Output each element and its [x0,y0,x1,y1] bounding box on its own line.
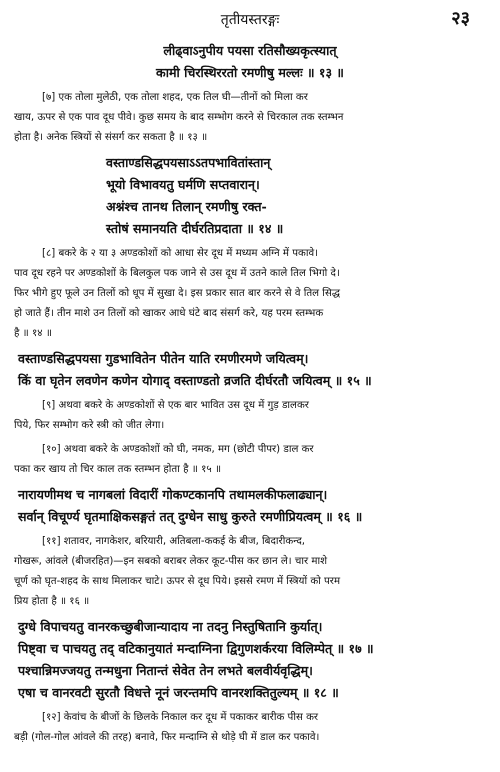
verse-line: पिष्ट्वा च पाचयतु तद् वटिकानुयातं मन्दाग्निना द्विगुणशर्करया विलिम्पेत् ॥ १७ ॥ [18,641,374,656]
verse-block [14,484,486,528]
paragraph-line: गोखरू, आंवले (बीजरहित)—इन सबको बराबर लेकर कूट-पीस कर छान ले। चार माशे [14,556,328,567]
verse-block [14,348,486,392]
commentary-paragraph [14,440,486,480]
paragraph-line: फिर भीगे हुए फूले उन तिलों को धूप में सुखा दे। इस प्रकार सात बार करने से वे तिल सिद्ध [14,288,340,299]
paragraph-line: [१२] केवांच के बीजों के छिलके निकाल कर दूध में पकाकर बारीक पीस कर [42,712,319,723]
verse-line: लीढ्वाऽनुपीय पयसा रतिसौख्यकृत्स्यात् [163,43,337,58]
page-number: २३ [451,8,470,29]
paragraph-line: [८] बकरे के २ या ३ अण्डकोशों को आधा सेर दूध में मध्यम अग्नि में पकावे। [42,248,319,259]
paragraph-line: होता है। अनेक स्त्रियों से संसर्ग कर सकता है ॥ १३ ॥ [14,132,208,143]
page-header [0,6,500,32]
verse-line: भूयो विभावयतु घर्मणि सप्तवारान्। [106,177,260,192]
paragraph-line: चूर्ण को घृत-शहद के साथ मिलाकर चाटे। ऊपर से दूध पिये। इससे रमण में स्त्रियों को परम [14,576,341,587]
paragraph-line: [९] अथवा बकरे के अण्डकोशों से एक बार भावित उस दूध में गुड़ डालकर [42,400,309,411]
paragraph-line: पका कर खाय तो चिर काल तक स्तम्भन होता है ॥ १५ ॥ [14,464,222,475]
commentary-paragraph [14,708,486,748]
paragraph-line: हो जाते हैं। तीन माशे उन तिलों को खाकर आधे घंटे बाद संसर्ग करे, यह परम स्तम्भक [14,308,324,319]
verse-line: दुग्धे विपाचयतु वानरकच्छुबीजान्यादाय ना तदनु निस्तुषितानि कुर्यात्। [18,619,323,634]
commentary-paragraph [14,88,486,148]
paragraph-line: पाव दूध रहने पर अण्डकोशों के बिलकुल पक जाने से उस दूध में उतने काले तिल भिगो दे। [14,268,340,279]
verse-line: वस्ताण्डसिद्धपयसा गुडभावितेन पीतेन याति रमणीरमणे जयित्वम्। [18,351,309,366]
paragraph-line: प्रिय होता है ॥ १६ ॥ [14,596,90,607]
commentary-paragraph [14,396,486,436]
verse-line: सर्वान् विचूर्ण्य घृतमाक्षिकसङ्गतं तत् दुग्धेन साधु कुरुते रमणीप्रियत्वम् ॥ १६ ॥ [18,509,363,524]
verse-line: नारायणीमथ च नागबलां विदारीं गोकण्टकानपि तथामलकीफलाढ्यान्। [18,487,328,502]
paragraph-line: खाय, ऊपर से एक पाव दूध पीवे। कुछ समय के बाद सम्भोग करने से चिरकाल तक स्तम्भन [14,112,344,123]
verse-line: एषा च वानरवटी सुरतौ विधत्ते नूनं जरन्तमपि वानरशक्तितुल्यम् ॥ १८ ॥ [18,685,339,700]
verse-line: पश्चान्निमज्जयतु तन्मधुना नितान्तं सेवेत तेन लभते बलवीर्यवृद्धिम्। [18,663,313,678]
verse-line: अश्नंश्च तानथ तिलान् रमणीषु रक्त- [106,199,267,214]
chapter-title: तृतीयस्तरङ्गः [220,12,280,28]
paragraph-line: [७] एक तोला मुलेठी, एक तोला शहद, एक तिल घी—तीनों को मिला कर [42,92,308,103]
verse-block [14,152,486,240]
verse-line: किं वा घृतेन लवणेन कणेन योगाद् वस्ताण्डतो व्रजति दीर्घरतौ जयित्वम् ॥ १५ ॥ [18,373,372,388]
verse-block [14,616,486,704]
verse-block [14,40,486,84]
paragraph-line: बड़ी (गोल-गोल आंवले की तरह) बनावे, फिर मन्दाग्नि से थोड़े घी में डाल कर पकावे। [14,732,320,743]
verse-line: स्तोषं समानयति दीर्घरतिप्रदाता ॥ १४ ॥ [106,221,284,236]
paragraph-line: है ॥ १४ ॥ [14,328,52,339]
verse-line: वस्ताण्डसिद्धपयसाऽऽतपभावितांस्तान् [106,155,271,170]
paragraph-line: पिये, फिर सम्भोग करे स्त्री को जीत लेगा। [14,420,165,431]
paragraph-line: [११] शतावर, नागकेशर, बरियारी, अतिबला-ककई के बीज, बिदारीकन्द, [42,536,305,547]
commentary-paragraph [14,532,486,612]
paragraph-line: [१०] अथवा बकरे के अण्डकोशों को घी, नमक, मग (छोटी पीपर) डाल कर [42,444,314,455]
commentary-paragraph [14,244,486,344]
page-body [14,40,486,752]
verse-line: कामी चिरस्थिररतो रमणीषु मल्लः ॥ १३ ॥ [156,65,344,80]
